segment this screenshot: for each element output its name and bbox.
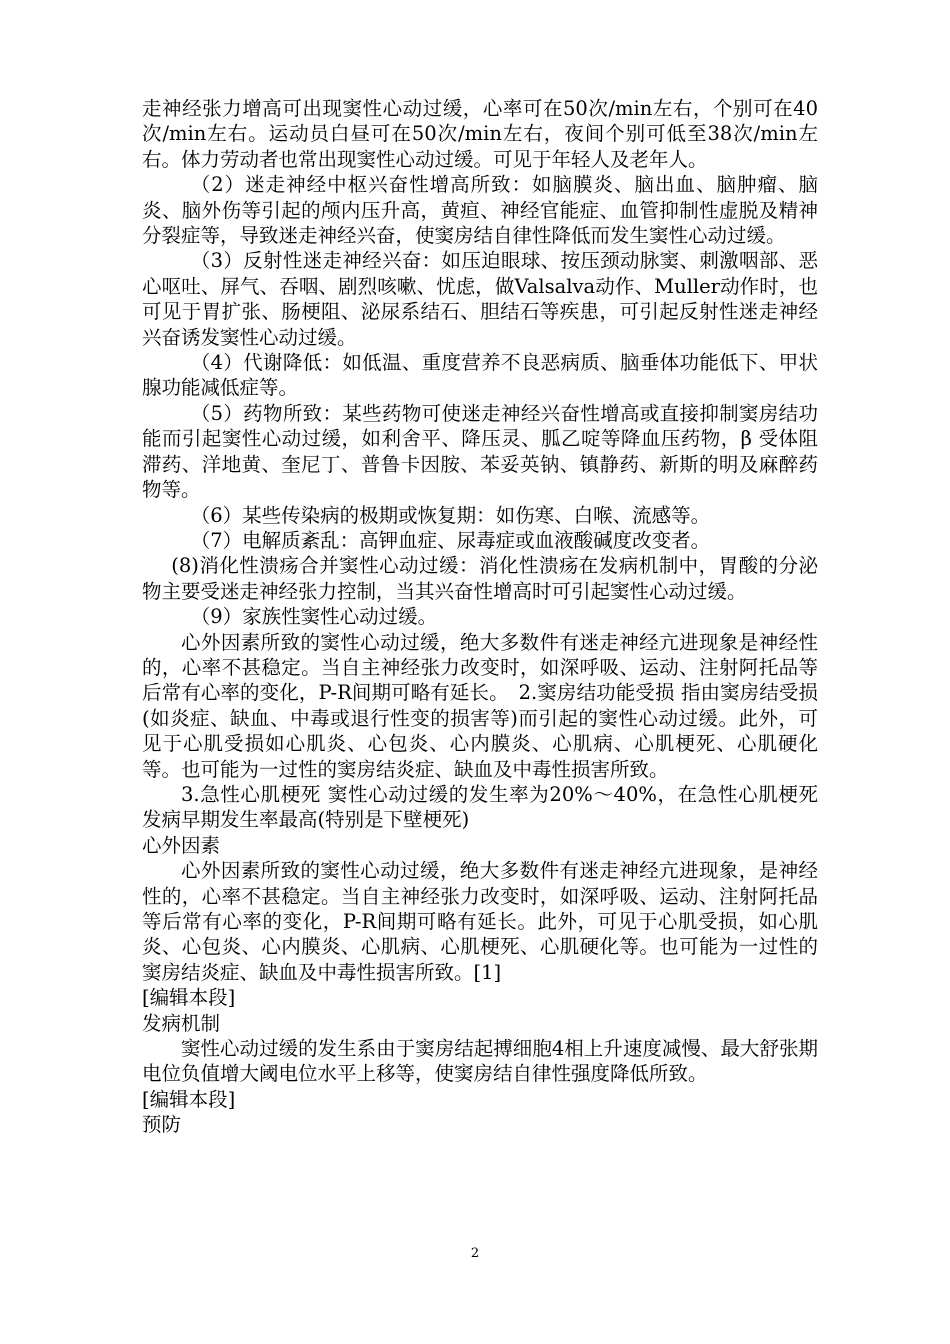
paragraph-item-8: (8)消化性溃疡合并窦性心动过缓：消化性溃疡在发病机制中，胃酸的分泌物主要受迷走神经张力控制，当其兴奋性增高时可引起窦性心动过缓。 — [142, 554, 818, 603]
section-heading-pathogenesis: 发病机制 — [142, 1011, 221, 1035]
paragraph-extracardiac-1: 心外因素所致的窦性心动过缓，绝大多数件有迷走神经亢进现象是神经性的，心率不甚稳定。当自主神经张力改变时，如深呼吸、运动、注射阿托品等后常有心率的变化，P-R间期可略有延长。 2.窦房结功能受损 指由窦房结受损(如炎症、缺血、中毒或退行性变的损害等)而引起的窦性心动过缓。此外，可见于心肌受损如心肌炎、心包炎、心内膜炎、心肌病、心肌梗死、心肌硬化等。也可能为一过性的窦房结炎症、缺血及中毒性损害所致。 — [142, 630, 818, 781]
paragraph-item-9: （9）家族性窦性心动过缓。 — [190, 605, 438, 629]
paragraph-item-2: （2）迷走神经中枢兴奋性增高所致：如脑膜炎、脑出血、脑肿瘤、脑炎、脑外伤等引起的颅内压升高，黄疸、神经官能症、血管抑制性虚脱及精神分裂症等，导致迷走神经兴奋，使窦房结自律性降低而发生窦性心动过缓。 — [142, 173, 818, 248]
paragraph-item-6: （6）某些传染病的极期或恢复期：如伤寒、白喉、流感等。 — [190, 503, 711, 527]
paragraph-item-4: （4）代谢降低：如低温、重度营养不良恶病质、脑垂体功能低下、甲状腺功能减低症等。 — [142, 351, 818, 400]
paragraph-vagal-tone: 走神经张力增高可出现窦性心动过缓，心率可在50次/min左右，个别可在40次/min左右。运动员白昼可在50次/min左右，夜间个别可低至38次/min左右。体力劳动者也常出现窦性心动过缓。可见于年轻人及老年人。 — [142, 97, 818, 171]
page-number: 2 — [470, 1246, 480, 1261]
paragraph-pathogenesis: 窦性心动过缓的发生系由于窦房结起搏细胞4相上升速度减慢、最大舒张期电位负值增大阈电位水平上移等，使窦房结自律性强度降低所致。 — [142, 1037, 818, 1086]
paragraph-item-3: （3）反射性迷走神经兴奋：如压迫眼球、按压颈动脉窦、刺激咽部、恶心呕吐、屏气、吞咽、剧烈咳嗽、忧虑，做Valsalva动作、Muller动作时，也可见于胃扩张、肠梗阻、泌尿系结石、胆结石等疾患，可引起反射性迷走神经兴奋诱发窦性心动过缓。 — [142, 249, 818, 349]
paragraph-item-5: （5）药物所致：某些药物可使迷走神经兴奋性增高或直接抑制窦房结功能而引起窦性心动过缓，如利舍平、降压灵、胍乙啶等降血压药物，β 受体阻滞药、洋地黄、奎尼丁、普鲁卡因胺、苯妥英钠、镇静药、新斯的明及麻醉药物等。 — [142, 401, 818, 502]
section-heading-prevention: 预防 — [142, 1113, 182, 1137]
document-body — [142, 96, 818, 1138]
paragraph-item-7: （7）电解质紊乱：高钾血症、尿毒症或血液酸碱度改变者。 — [190, 528, 711, 552]
edit-section-link[interactable]: [编辑本段] — [142, 1087, 236, 1111]
paragraph-acute-mi: 3.急性心肌梗死 窦性心动过缓的发生率为20%～40%，在急性心肌梗死发病早期发生率最高(特别是下壁梗死) — [142, 782, 818, 832]
edit-section-link[interactable]: [编辑本段] — [142, 986, 236, 1010]
paragraph-extracardiac-2: 心外因素所致的窦性心动过缓，绝大多数件有迷走神经亢进现象，是神经性的，心率不甚稳定。当自主神经张力改变时，如深呼吸、运动、注射阿托品等后常有心率的变化，P-R间期可略有延长。此外，可见于心肌受损，如心肌炎、心包炎、心内膜炎、心肌病、心肌梗死、心肌硬化等。也可能为一过性的窦房结炎症、缺血及中毒性损害所致。[1] — [142, 859, 818, 984]
section-heading-extracardiac: 心外因素 — [142, 833, 221, 857]
